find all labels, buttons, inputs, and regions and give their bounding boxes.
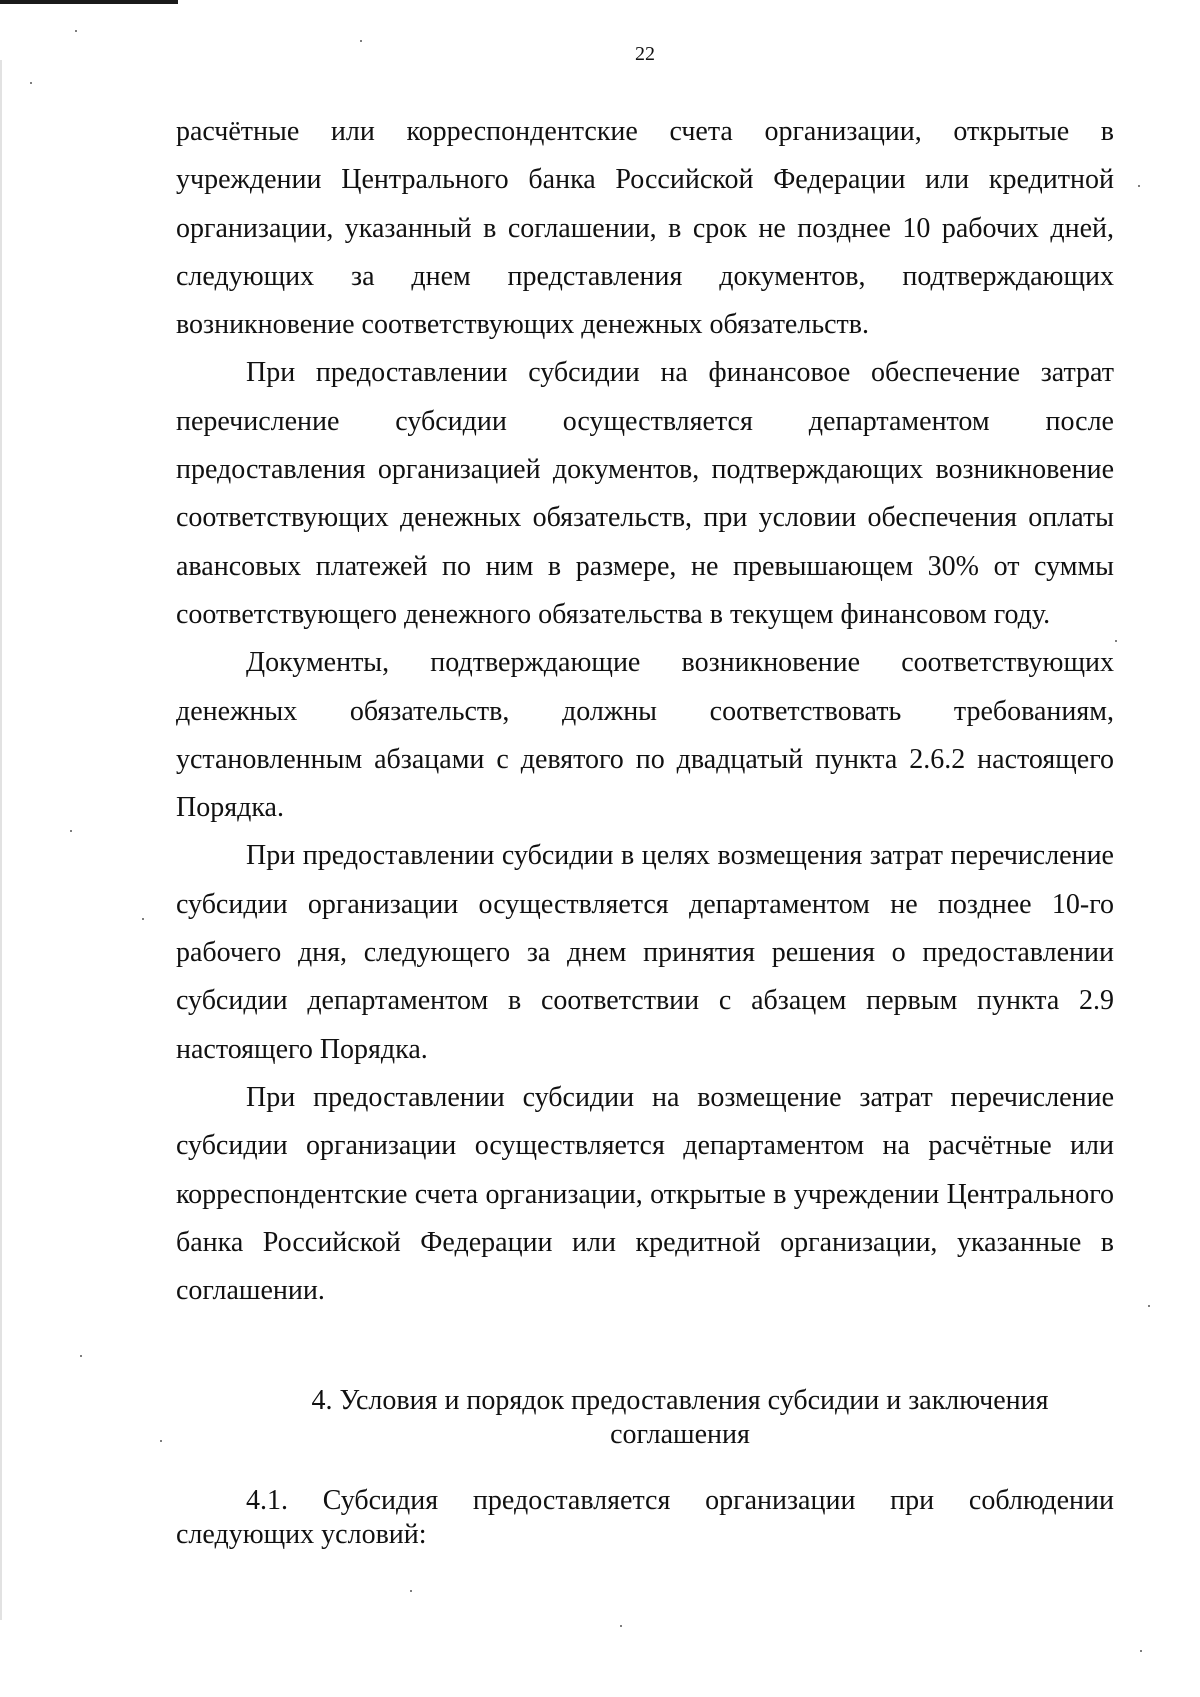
scan-speck	[1115, 640, 1117, 642]
paragraph-continuation: расчётные или корреспондентские счета организации, открытые в учреждении Центрального банка Российской Федерации или кредитной организации, указанный в соглашении, в срок не позднее 10 рабочих дней, следующих за днем представления документов, подтверждающих возникновение соответствующих денежных обязательств.	[176, 116, 1114, 341]
scan-speck	[80, 1355, 82, 1357]
page-number: 22	[635, 43, 655, 65]
scan-speck	[1140, 1650, 1142, 1652]
scan-speck	[142, 918, 144, 920]
scan-speck	[70, 830, 72, 832]
scan-speck	[30, 82, 32, 84]
scan-speck	[75, 30, 77, 32]
document-body	[176, 108, 1114, 1315]
scan-edge-mark	[0, 0, 178, 4]
scan-speck	[620, 1625, 622, 1627]
paragraph-reimbursement-accounts: При предоставлении субсидии на возмещение затрат перечисление субсидии организации осуществляется департаментом на расчётные или корреспондентские счета организации, открытые в учреждении Центрального банка Российской Федерации или кредитной организации, указанные в соглашении.	[176, 1081, 1114, 1307]
point-4-1: 4.1. Субсидия предоставляется организации при соблюдении следующих условий:	[176, 1485, 1114, 1550]
scan-speck	[1148, 1305, 1150, 1307]
scan-speck	[1138, 185, 1140, 187]
scan-speck	[160, 1440, 162, 1442]
paragraph-reimbursement-deadline: При предоставлении субсидии в целях возмещения затрат перечисление субсидии организации осуществляется департаментом не позднее 10-го рабочего дня, следующего за днем принятия решения о предоставлении субсидии департаментом в соответствии с абзацем первым пункта 2.9 настоящего Порядка.	[176, 840, 1114, 1065]
section-heading	[300, 1384, 1060, 1452]
scan-speck	[410, 1590, 412, 1592]
paragraph-financial-support: При предоставлении субсидии на финансовое обеспечение затрат перечисление субсидии осуществляется департаментом после предоставления организацией документов, подтверждающих возникновение соответствующих денежных обязательств, при условии обеспечения оплаты авансовых платежей по ним в размере, не превышающем 30% от суммы соответствующего денежного обязательства в текущем финансовом году.	[176, 357, 1114, 630]
section-heading-line-2: соглашения	[610, 1419, 750, 1450]
scan-edge-shadow	[0, 60, 2, 1620]
paragraph-documents: Документы, подтверждающие возникновение соответствующих денежных обязательств, должны соответствовать требованиям, установленным абзацами с девятого по двадцатый пункта 2.6.2 настоящего Порядка.	[176, 647, 1114, 824]
scan-speck	[360, 40, 362, 42]
section-heading-line-1: 4. Условия и порядок предоставления субсидии и заключения	[311, 1385, 1049, 1416]
